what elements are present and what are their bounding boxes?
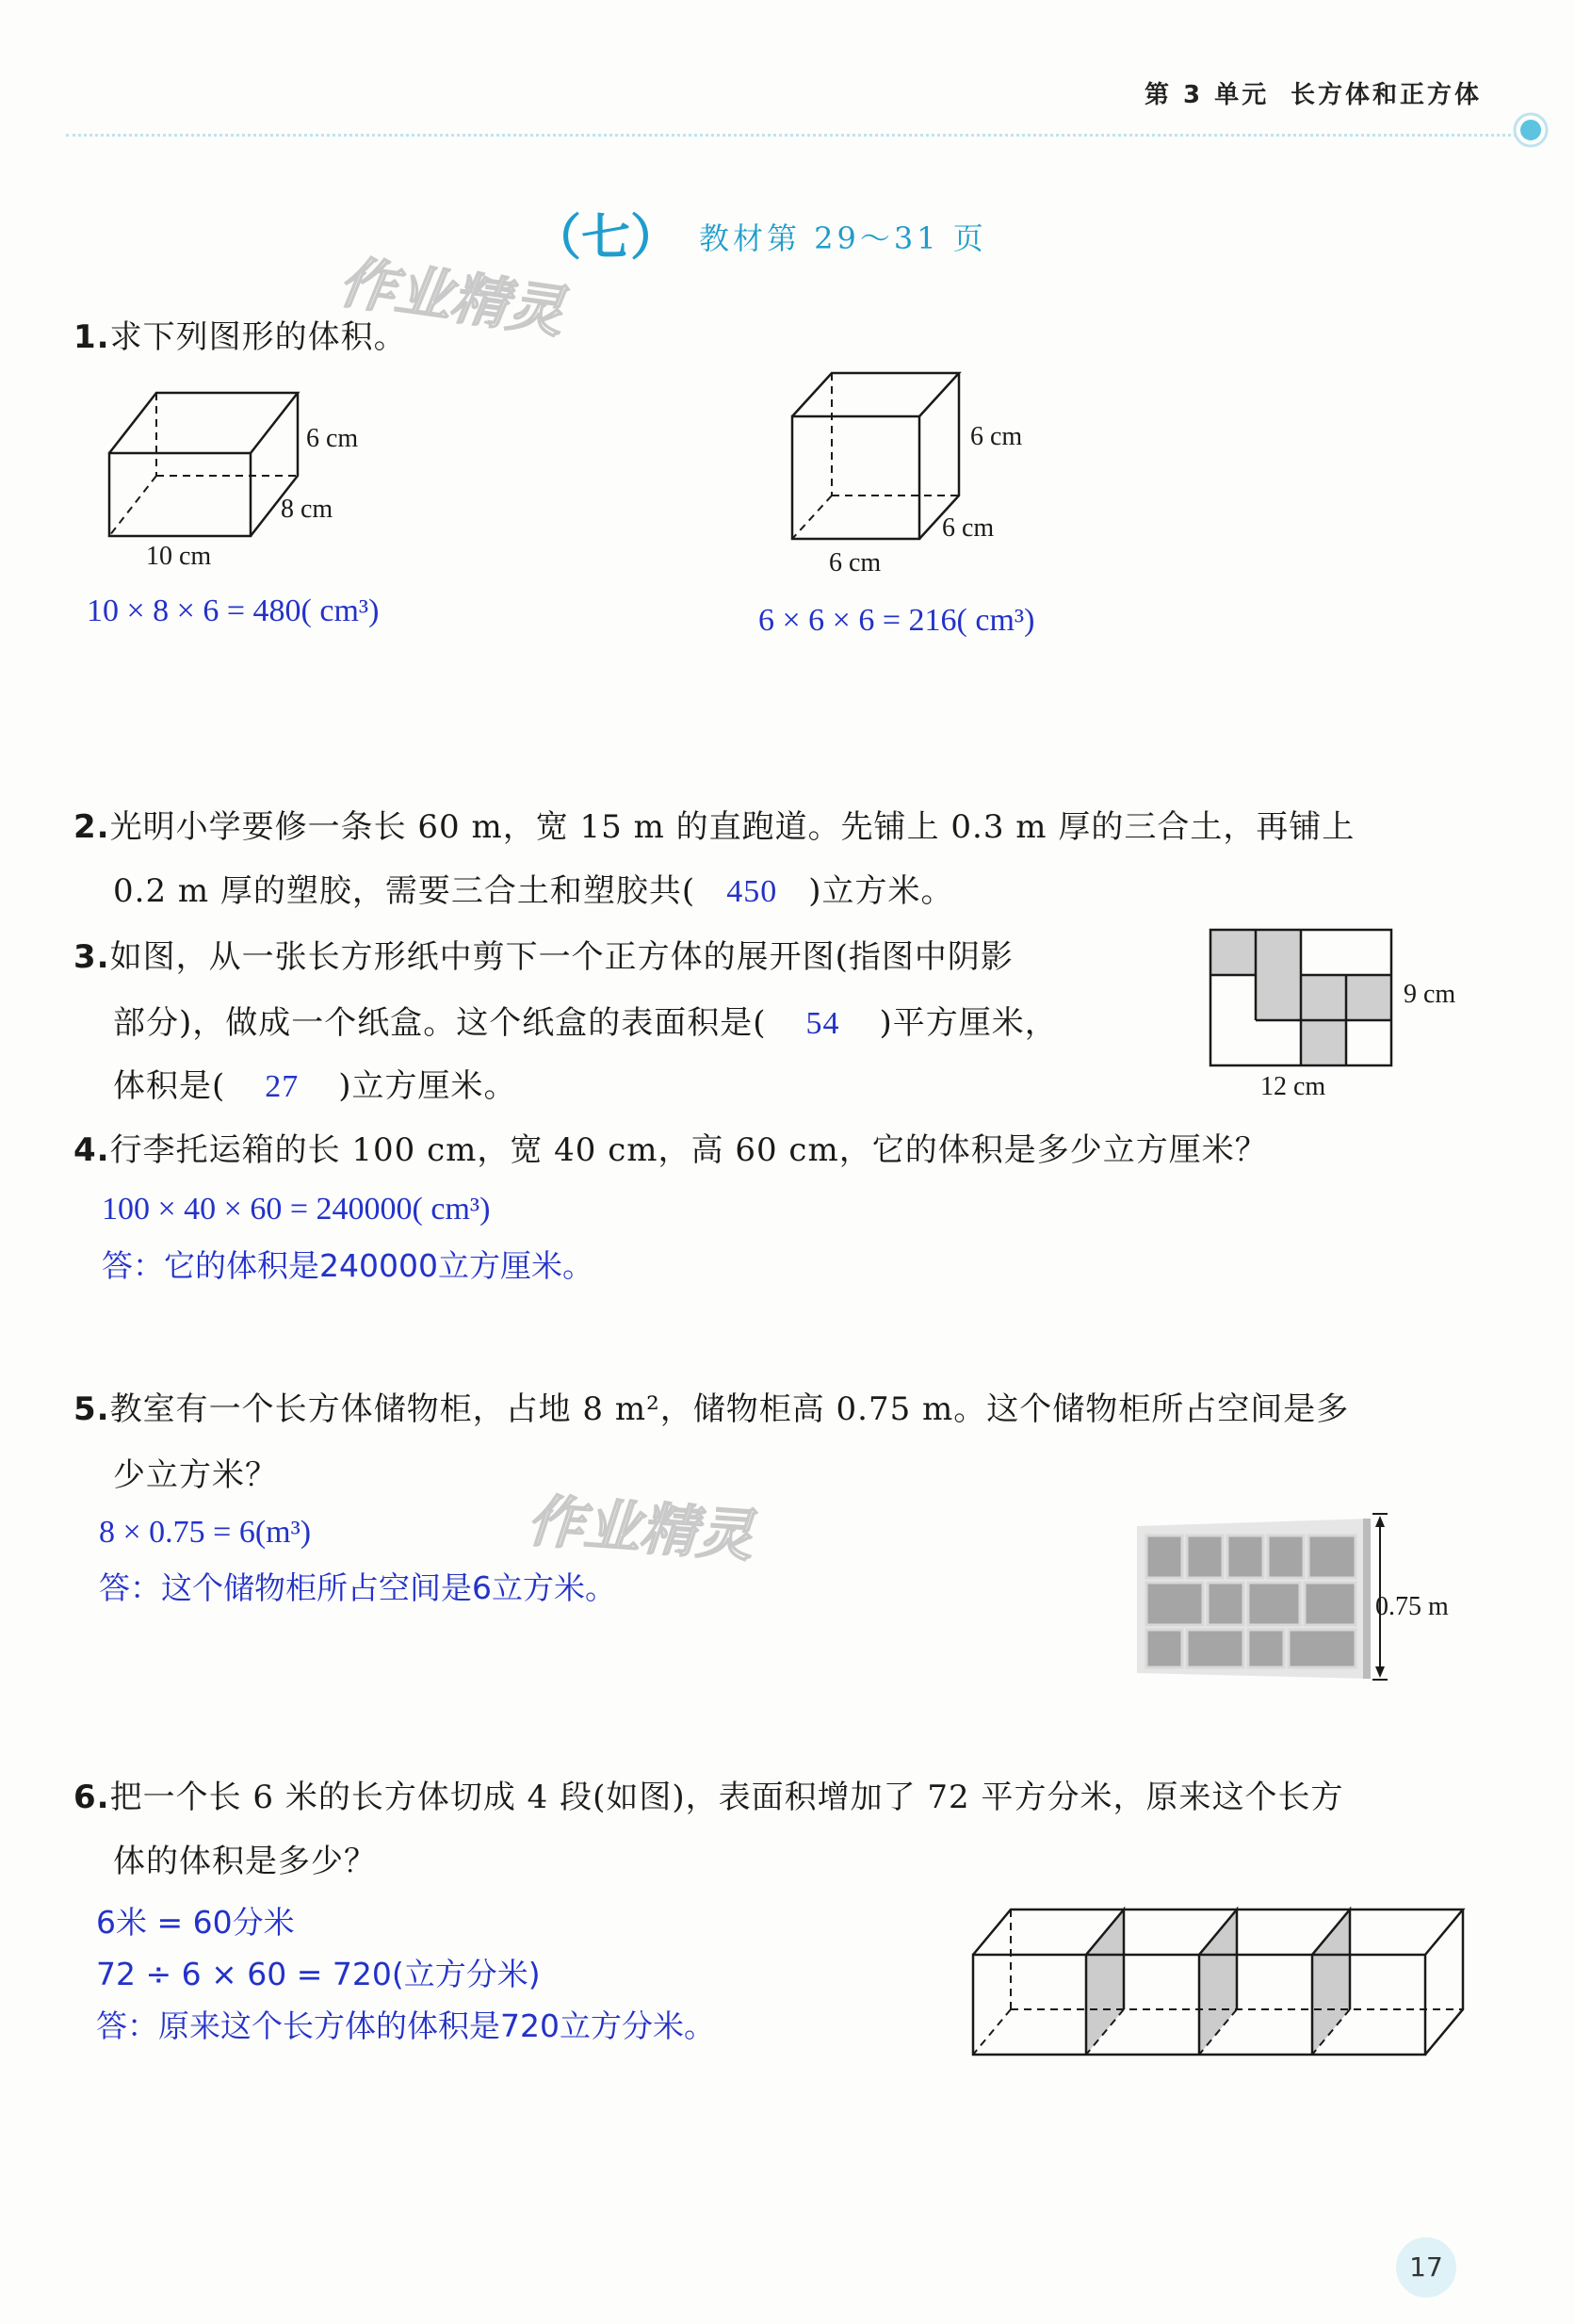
q1b-answer: 6 × 6 × 6 = 216( cm³) <box>758 603 1035 638</box>
q2-text-line1: 光明小学要修一条长 60 m，宽 15 m 的直跑道。先铺上 0.3 m 厚的三合土，再铺上 <box>109 808 1356 846</box>
header-divider <box>66 134 1517 137</box>
q3-height-label: 9 cm <box>1404 980 1456 1009</box>
watermark-2: 作业精灵 <box>525 1487 755 1570</box>
q1-cube-figure <box>787 367 966 546</box>
header-unit-label: 第 3 单元 <box>1145 81 1270 109</box>
q4-text: 行李托运箱的长 100 cm，宽 40 cm，高 60 cm，它的体积是多少立方厘米？ <box>109 1131 1268 1169</box>
q6-line2: 体的体积是多少？ <box>113 1843 377 1880</box>
q5-line2: 少立方米？ <box>113 1456 278 1494</box>
q3-width-label: 12 cm <box>1260 1072 1326 1101</box>
q1b-length-label: 6 cm <box>829 548 882 577</box>
watermark: 作业精灵 <box>334 249 569 347</box>
q2-text-post: )立方米。 <box>808 872 954 910</box>
q1a-answer: 10 × 8 × 6 = 480( cm³) <box>87 593 380 628</box>
q1-number: 1. <box>73 318 110 356</box>
q5-answer-calc: 8 × 0.75 = 6(m³) <box>99 1515 312 1550</box>
q3-text-post: )平方厘米， <box>879 1004 1058 1042</box>
q6-number: 6. <box>73 1779 110 1816</box>
q5-height-label: 0.75 m <box>1375 1592 1449 1621</box>
q2-answer-blank: 450 <box>726 874 778 909</box>
q6-text-line1: 把一个长 6 米的长方体切成 4 段(如图)，表面积增加了 72 平方分米，原来这个长方 <box>109 1779 1344 1816</box>
q6-answer-text: 答：原来这个长方体的体积是720立方分米。 <box>96 2007 715 2044</box>
q3-number: 3. <box>73 938 110 976</box>
q1b-height-label: 6 cm <box>970 422 1023 451</box>
q4-prompt <box>73 1124 1268 1170</box>
q4-answer-text: 答：它的体积是240000立方厘米。 <box>102 1247 593 1284</box>
q1a-height-label: 6 cm <box>306 424 359 453</box>
q5-answer-text: 答：这个储物柜所占空间是6立方米。 <box>99 1569 616 1606</box>
q5-cabinet-image <box>1135 1517 1371 1682</box>
q2-number: 2. <box>73 808 110 846</box>
q2-line1 <box>73 801 1355 847</box>
q3-line1 <box>73 931 1014 977</box>
q3-net-figure <box>1209 928 1397 1069</box>
q3-text-pre: 部分)，做成一个纸盒。这个纸盒的表面积是( <box>113 1004 767 1042</box>
q5-line1 <box>73 1383 1349 1429</box>
q3-line2 <box>113 997 1058 1043</box>
q6-answer-conversion: 6米 = 60分米 <box>96 1904 295 1941</box>
header-unit-title: 长方体和正方体 <box>1291 81 1483 109</box>
q3-volume-blank: 27 <box>265 1069 300 1104</box>
q1a-width-label: 8 cm <box>281 495 333 524</box>
q1-prompt <box>73 311 407 357</box>
q6-line1 <box>73 1771 1343 1817</box>
q4-number: 4. <box>73 1131 110 1169</box>
section-title: （七） <box>532 210 680 267</box>
q3-area-blank: 54 <box>805 1006 840 1041</box>
q5-number: 5. <box>73 1390 110 1428</box>
q2-text-pre: 0.2 m 厚的塑胶，需要三合土和塑胶共( <box>113 872 696 910</box>
q1-cuboid-figure <box>104 382 311 542</box>
q1-text: 求下列图形的体积。 <box>109 318 407 356</box>
q3-text-post2: )立方厘米。 <box>338 1067 517 1105</box>
page-number: 17 <box>1409 2251 1443 2283</box>
q3-line3 <box>113 1060 517 1106</box>
q6-answer-calc: 72 ÷ 6 × 60 = 720(立方分米) <box>96 1956 541 1992</box>
q2-line2 <box>113 865 953 911</box>
q4-answer-calc: 100 × 40 × 60 = 240000( cm³) <box>102 1192 491 1227</box>
q1b-width-label: 6 cm <box>942 513 995 543</box>
q5-text-line1: 教室有一个长方体储物柜，占地 8 m²，储物柜高 0.75 m。这个储物柜所占空间是多 <box>109 1390 1350 1428</box>
q3-text-pre2: 体积是( <box>113 1067 226 1105</box>
q6-cut-cuboid-figure <box>970 1898 1474 2058</box>
q3-text-line1: 如图，从一张长方形纸中剪下一个正方体的展开图(指图中阴影 <box>109 938 1014 976</box>
q1a-length-label: 10 cm <box>146 542 212 571</box>
section-subtitle: 教材第 29～31 页 <box>699 220 987 256</box>
header-circle-icon <box>1512 111 1550 149</box>
